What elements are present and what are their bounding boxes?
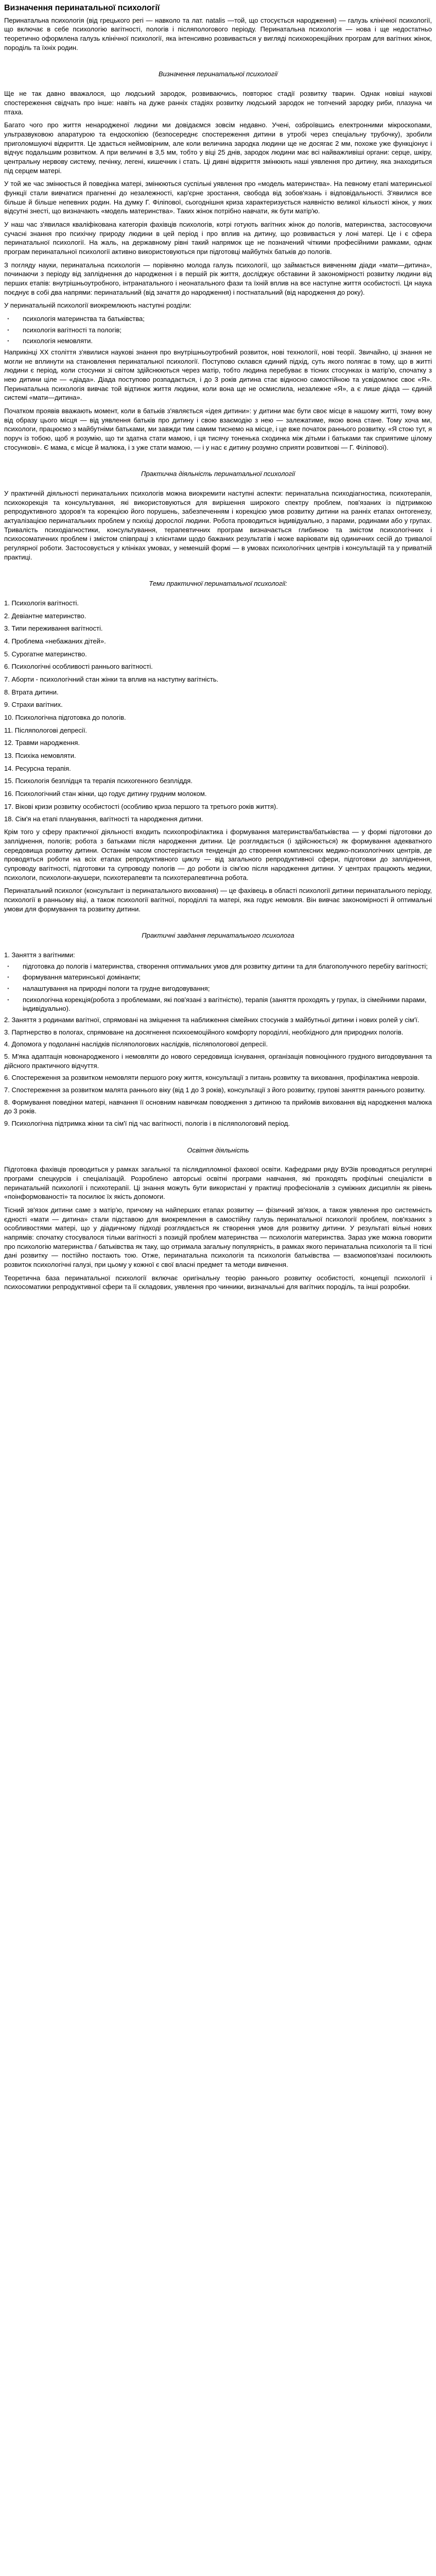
paragraph: 6. Спостереження за розвитком немовляти першого року життя, консультації з питань розвитку та виховання, профілактика неврозів.: [4, 1074, 420, 1082]
paragraph: Теоретична база перинатальної психології включає оригінальну теорію раннього розвитку особистості, концепції психології і психосоматики репродуктивної сфери та її складових, уявлення про чинники, визначальні для вагітних породіль, та інші розробки.: [4, 1274, 432, 1291]
paragraph: Початком проявів вважають момент, коли в батьків з'являється «ідея дитини»: у дитини має бути своє місце в нашому житті, тому вону від образу цього місця — від уявлення батьків про дитину і свою взаємодію з нею — залежатиме, якою вона стане. Тому хоча ми, психологи, працюємо з майбутніми батьками, ми завжди тим самим тиснемо на місце, і це вже початок раннього розвитку. «Я стою тут, я поруч із тобою, щоб я розумію, що ти здатна стати мамою, і ця тисячу тоненька сходинка між дітьми і батьками так сприятиме цілому стосункові». Є мама, є місце й малюка, і з уже стати мамою, — і у нас є дитину розумно сприяти розвиткові — Г. Філіпової).: [4, 406, 432, 451]
paragraph: 2. Заняття з родинами вагітної, спрямовані на зміцнення та наближення сімейних стосунків з майбутньої дитини і нових ролей у сім'ї.: [4, 1015, 420, 1024]
paragraph: Наприкінці ХХ століття з'явилися наукові знання про внутрішньоутробний розвиток, нові технології, нові теорії. Звичайно, ці знання не могли не вплинути на становлення перинатальної психології. Поступово склався єдиний підхід, суть якого полягає в тому, що в житті людини є період, коли стосунки зі світом здійснюються через матір, тобто людина перебуває в тісних стосунках із матір'ю, спочатку з нею дитини ціле — «діада». Діада поступово розпадається, і до 3 років дитина стає відносно самостійною та усвідомлює своє «Я». Перинатальна психологія вивчає той відтинок життя людини, коли вона ще не осмислила, незалежне «Я», а є лише діада — єдиній системі «мати—дитина».: [4, 348, 432, 402]
topic-item: 2. Девіантне материнство.: [4, 612, 86, 620]
task-list: [4, 1015, 432, 1128]
topic-item: 1. Психологія вагітності.: [4, 599, 79, 607]
bullet-item: · психологія немовляти.: [4, 336, 432, 346]
paragraph: Крім того у сферу практичної діяльності входить психопрофілактика і формування материнства/батьківства — у формі підготовки до запліднення, пологів; робота з батьками після народження дитини. Це розглядається (і здійснюється) як формування адекватного середовища розвитку дитини. Останнім часом спостерігається тенденція до створення комплексних медико-психологічних центрів, де проводяться роботи на всіх етапах репродуктивного циклу — від загального репродуктивної сфери, підготовки до запліднення, супроводу вагітності, підготовки та супроводу пологів — до роботи із сім'єю після народження дитини. У центрах працюють медики, психологи, психологи-акушери, психотерапевти та психотерапевтична робота.: [4, 828, 432, 882]
bullet-item: · психологія вагітності та пологів;: [4, 326, 432, 335]
page-title: Визначення перинатальної психології: [4, 4, 160, 12]
section-body: [4, 489, 432, 562]
topics-list: [4, 599, 432, 824]
intro-paragraph: Перинатальна психологія (від грецького peri — навколо та лат. natalis —той, що стосується народження) — галузь клінічної психології, що включає в себе психологію вагітності, пологів і післяпологового періоду. Перинатальна психологія — нова і ще недостатньо теоретично оформлена галузь клінічної психології, яка інтенсивно розвивається у вигляді психокорекційних програм для вагітних жінок, породіль та їхніх родин.: [4, 16, 432, 52]
topic-item: 6. Психологічні особливості раннього вагітності.: [4, 663, 153, 671]
bullet-item: · психологія материнства та батьківства;: [4, 314, 432, 324]
topic-item: 4. Проблема «небажаних дітей».: [4, 637, 106, 646]
task-intro: 1. Заняття з вагітними:: [4, 951, 75, 959]
paragraph: У перинатальній психології виокремлюють наступні розділи:: [4, 301, 191, 310]
section-title: Освітня діяльність: [187, 1146, 249, 1154]
bullet-list: [4, 314, 432, 346]
task-sub-item: · підготовка до пологів і материнства, створення оптимальних умов для розвитку дитини та для благополучного перебігу вагітності;: [4, 962, 432, 971]
section-body: [4, 348, 432, 452]
paragraph: Ще не так давно вважалося, що людський зародок, розвиваючись, повторює стадії розвитку тварин. Однак новіші наукові спостереження свідчать про інше: навіть на дуже ранніх стадіях розвитку людський зародок не топчений зародку риби, плазуна чи птаха.: [4, 90, 432, 116]
paragraph: Підготовка фахівців проводиться у рамках загальної та післядипломної фахової освіти. Кафедрами ряду ВУЗів проводяться регулярні програми спецкурсів і спеціалізацій. Розроблено авторські освітні програми навчання, які проходять профільні спеціалісти в перинатальній психології і психотерапії. Ці знання можуть бути використані у практиці професіоналів з суміжних дисциплін як рівень «поінформованості» та посилює їх якість допомоги.: [4, 1165, 432, 1201]
topic-item: 14. Ресурсна терапія.: [4, 764, 71, 772]
topic-item: 5. Сурогатне материнство.: [4, 650, 87, 658]
section-title: Практичні завдання перинатального психолога: [142, 931, 294, 940]
paragraph: 5. М'яка адаптація новонародженого і немовляти до нового середовища існування, організація повноцінного грудного вигодовування та дійсного практичного відчуття.: [4, 1052, 432, 1070]
task-sub-item: · налаштування на природні пологи та грудне вигодовування;: [4, 984, 432, 993]
topic-item: 8. Втрата дитини.: [4, 688, 59, 696]
topic-item: 13. Психіка немовляти.: [4, 752, 76, 760]
paragraph: З погляду науки, перинатальна психологія — порівняно молода галузь психології, що займається вивченням діади «мати—дитина», починаючи з періоду від запліднення до народження і в першій рік життя, досліджує обставини й закономірності розвитку людини від перших етапів: внутрішньоутробного, інтранатального і неонатального фази та їхній вплив на все наступне життя особистості. Ця наука поєднує в собі два напрями: перинатальний (від зачаття до народження) і постнатальний (від народження до року).: [4, 261, 432, 296]
topic-item: 10. Психологічна підготовка до пологів.: [4, 714, 126, 722]
section-body: [4, 827, 432, 913]
topic-item: 7. Аборти - психологічний стан жінки та вплив на наступну вагітність.: [4, 675, 219, 684]
paragraph: 7. Спостереження за розвитком малята раннього віку (від 1 до 3 років), консультації з його розвитку, групові заняття раннього розвитку.: [4, 1086, 425, 1094]
topic-item: 16. Психологічний стан жінки, що годує дитину грудним молоком.: [4, 790, 207, 798]
task-sub-item: · формування материнської домінанти;: [4, 973, 432, 982]
topic-item: 15. Психологія безплідця та терапія психогенного безпліддя.: [4, 777, 193, 785]
paragraph: Тісний зв'язок дитини саме з матір'ю, причому на найперших етапах розвитку — фізичний зв'язок, а також уявлення про системність єдності «мати — дитина» стали підставою для виокремлення в самостійну галузь перинатальної психології проблем, пов'язаних з особливостями матері, що у діадичному підході розглядається як створення умов для розвитку дитини. У результаті вільні нових напрямів: спочатку стосувалося тільки вагітності з позицій проблем материнства — психологія материнства. Зараз уже можна говорити про психологію материнства / батьківства як таку, що отримала загальну популярність, в рамках якого перинатальна психологія та її тісні дані розвитку — постійно постають тою. Отже, перинатальна психологія та психологія батьківства — взаємопов'язані посилюють розвиток психологічні галузі, при цьому у кожної є свої власні предмет та методи вивчення.: [4, 1206, 432, 1269]
section-body: [4, 1165, 432, 1292]
section-body: [4, 89, 432, 310]
section-title: Практична діяльність перинатальної психології: [141, 470, 295, 478]
paragraph: У практичній діяльності перинатальних психологів можна виокремити наступні аспекти: перинатальна психодіагностика, психотерапія, психокорекція та консультування, які використовуються для вирішення широкого спектру проблем, пов'язаних із підтримкою репродуктивного здоров'я та корекцією його порушень, забезпеченням і корекцією умов розвитку дитини на ранніх етапах онтогенезу, актуалізацією перинатальних проблем у психіці дорослої людини. Робота проводиться індивідуально, з парами, родинами або у групах. Тривалість психодіагностики, консультування, терапевтичних програм визначається глибиною та змістом психологічних і психосоматичних проблем і змістом співпраці з клієнтами щодо бажаних результатів і може варіювати від одиничних сесій до тривалої регулярної роботи. Застосовується у клініках умовах, у неменшій формі — в умовах психологічних центрів і консультацій та у приватній практиці.: [4, 489, 432, 561]
topics-title: Теми практичної перинатальної психології:: [149, 580, 287, 588]
task-sub-item: · психологічна корекція(робота з проблемами, які пов'язані з вагітністю), терапія (заняття проходять у групах, із сімейними парами, індивідуально).: [4, 995, 432, 1013]
paragraph: У наш час з'явилася кваліфікована категорія фахівців психологів, котрі готують вагітних жінок до пологів, материнства, застосовуючи сучасні знання про психічну природу людини в цей період і про вплив на дитину, що розвивається у лоні матері. Це і є сфера перинатальної психології. На жаль, на державному рівні такий напрямок ще не позначений чіткими професійними рамками, однак програм перинатальної психології активно використовуються при підготовці майбутніх батьків до пологів.: [4, 220, 432, 256]
paragraph: 3. Партнерство в пологах, спрямоване на досягнення психоемоційного комфорту породіллі, необхідного для природних пологів.: [4, 1028, 404, 1036]
paragraph: 9. Психологічна підтримка жінки та сім'ї під час вагітності, пологів і в післяпологовий період.: [4, 1119, 290, 1127]
paragraph: У той же час змінюється й поведінка матері, змінюються суспільні уявлення про «модель материнства». На певному етапі материнської функції стали вивчатися прагненні до незалежності, кар'єрне зростання, свобода від зобов'язань і відповідальності. З'явилися все більше й більше непевних родин. На думку Г. Філіпової, сьогоднішня криза характеризується наявністю великої кількості жінок, у яких відсутні знесті, що визначають «модель материнства». Таких жінок потрібно навчати, як бути матір'ю.: [4, 180, 432, 215]
paragraph: 8. Формування поведінки матері, навчання її основним навичкам поводження з дитиною та прийомів виховання від народження малюка до 3 років.: [4, 1098, 432, 1115]
topic-item: 3. Типи переживання вагітності.: [4, 624, 103, 633]
paragraph: Багато чого про життя ненародженої людини ми довідаємся зовсім недавно. Учені, озброївшись електронними мікроскопами, ультразвуковою апаратурою та ендоскопією (безпосереднє спостереження дитини в утробі через спеціальну трубочку), зробили приголомшуючі відкриття. Це здається неймовірним, але коли величина зародка людини ще не досягає 2 мм, похоже уже функціонує і відчує подальшим розвитком. А при величині в 3,5 мм, тобто у віці 25 днів, зародок людини має всі найважливіші органи: серце, шкіру, центральну нервову систему, печінку, легені, кишечник і стать. Ці дивні відкриття змінюють наші уявлення про дитину, яка знаходиться під серцем матері.: [4, 121, 432, 175]
paragraph: 4. Допомога у подоланні наслідків післяпологових наслідків, післяпологової депресії.: [4, 1040, 268, 1048]
topic-item: 11. Післяпологові депресії.: [4, 726, 88, 734]
topic-item: 12. Травми народження.: [4, 739, 80, 747]
topic-item: 18. Сім'я на етапі планування, вагітності та народження дитини.: [4, 815, 203, 823]
task-sub-list: [4, 962, 432, 1013]
topic-item: 17. Вікові кризи розвитку особистості (особливо криза першого та третього років життя).: [4, 802, 278, 810]
section-title: Визначення перинатальної психології: [158, 70, 278, 78]
paragraph: Перинатальний психолог (консультант із перинатального виховання) — це фахівець в області психології дитини перинатального періоду, психології в ранньому віці, а також психології вагітної, породіллі та матері, яка годує немовля. Він вивчає закономірності й оптимальні умови для формування та розвитку дитини.: [4, 887, 432, 913]
topic-item: 9. Страхи вагітних.: [4, 701, 63, 709]
